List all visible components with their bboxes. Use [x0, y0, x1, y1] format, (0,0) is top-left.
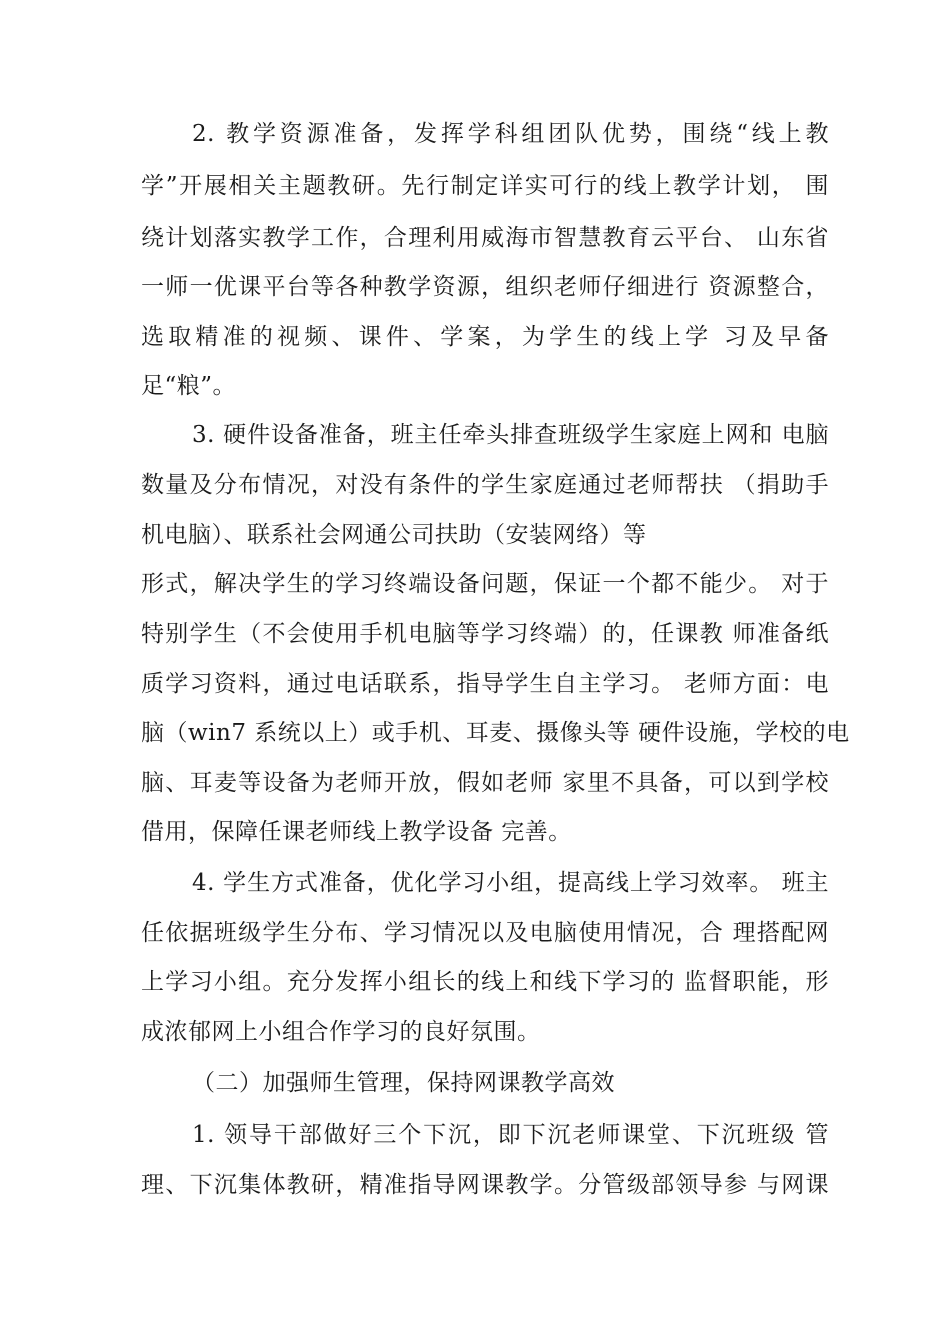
paragraph-3-line-6: 质学习资料，通过电话联系，指导学生自主学习。 老师方面：电 — [141, 671, 829, 697]
paragraph-3-line-1: 3. 硬件设备准备，班主任牵头排查班级学生家庭上网和 电脑 — [192, 422, 829, 448]
paragraph-3-line-9: 借用，保障任课老师线上教学设备 完善。 — [141, 819, 572, 845]
paragraph-2-line-5: 选取精准的视频、课件、学案，为学生的线上学 习及早备 — [141, 324, 829, 350]
paragraph-3-line-5: 特别学生（不会使用手机电脑等学习终端）的，任课教 师准备纸 — [141, 621, 829, 647]
paragraph-2-line-2: 学”开展相关主题教研。先行制定详实可行的线上教学计划， 围 — [141, 173, 829, 199]
paragraph-3-line-2: 数量及分布情况，对没有条件的学生家庭通过老师帮扶 （捐助手 — [141, 472, 829, 498]
paragraph-5-line-2: 理、下沉集体教研，精准指导网课教学。分管级部领导参 与网课 — [141, 1172, 829, 1198]
paragraph-2-line-4: 一师一优课平台等各种教学资源，组织老师仔细进行 资源整合， — [141, 274, 829, 300]
paragraph-3-line-8: 脑、耳麦等设备为老师开放，假如老师 家里不具备，可以到学校 — [141, 770, 829, 796]
paragraph-4-line-1: 4. 学生方式准备，优化学习小组，提高线上学习效率。 班主 — [192, 870, 829, 896]
paragraph-3-line-3: 机电脑）、联系社会网通公司扶助（安装网络）等 — [141, 522, 647, 548]
paragraph-2-line-1: 2. 教学资源准备，发挥学科组团队优势，围绕“线上教 — [192, 121, 829, 147]
paragraph-5-line-1: 1. 领导干部做好三个下沉，即下沉老师课堂、下沉班级 管 — [192, 1122, 829, 1148]
paragraph-3-line-4: 形式，解决学生的学习终端设备问题，保证一个都不能少。 对于 — [141, 571, 829, 597]
paragraph-2-line-6: 足“粮”。 — [141, 373, 237, 399]
paragraph-4-line-2: 任依据班级学生分布、学习情况以及电脑使用情况，合 理搭配网 — [141, 920, 829, 946]
paragraph-3-line-7: 脑（win7 系统以上）或手机、耳麦、摄像头等 硬件设施，学校的电 — [141, 720, 850, 746]
paragraph-2-line-3: 绕计划落实教学工作，合理利用威海市智慧教育云平台、 山东省 — [141, 225, 829, 251]
paragraph-4-line-3: 上学习小组。充分发挥小组长的线上和线下学习的 监督职能，形 — [141, 969, 829, 995]
paragraph-4-line-4: 成浓郁网上小组合作学习的良好氛围。 — [141, 1019, 541, 1045]
section-heading: （二）加强师生管理，保持网课教学高效 — [192, 1070, 615, 1096]
